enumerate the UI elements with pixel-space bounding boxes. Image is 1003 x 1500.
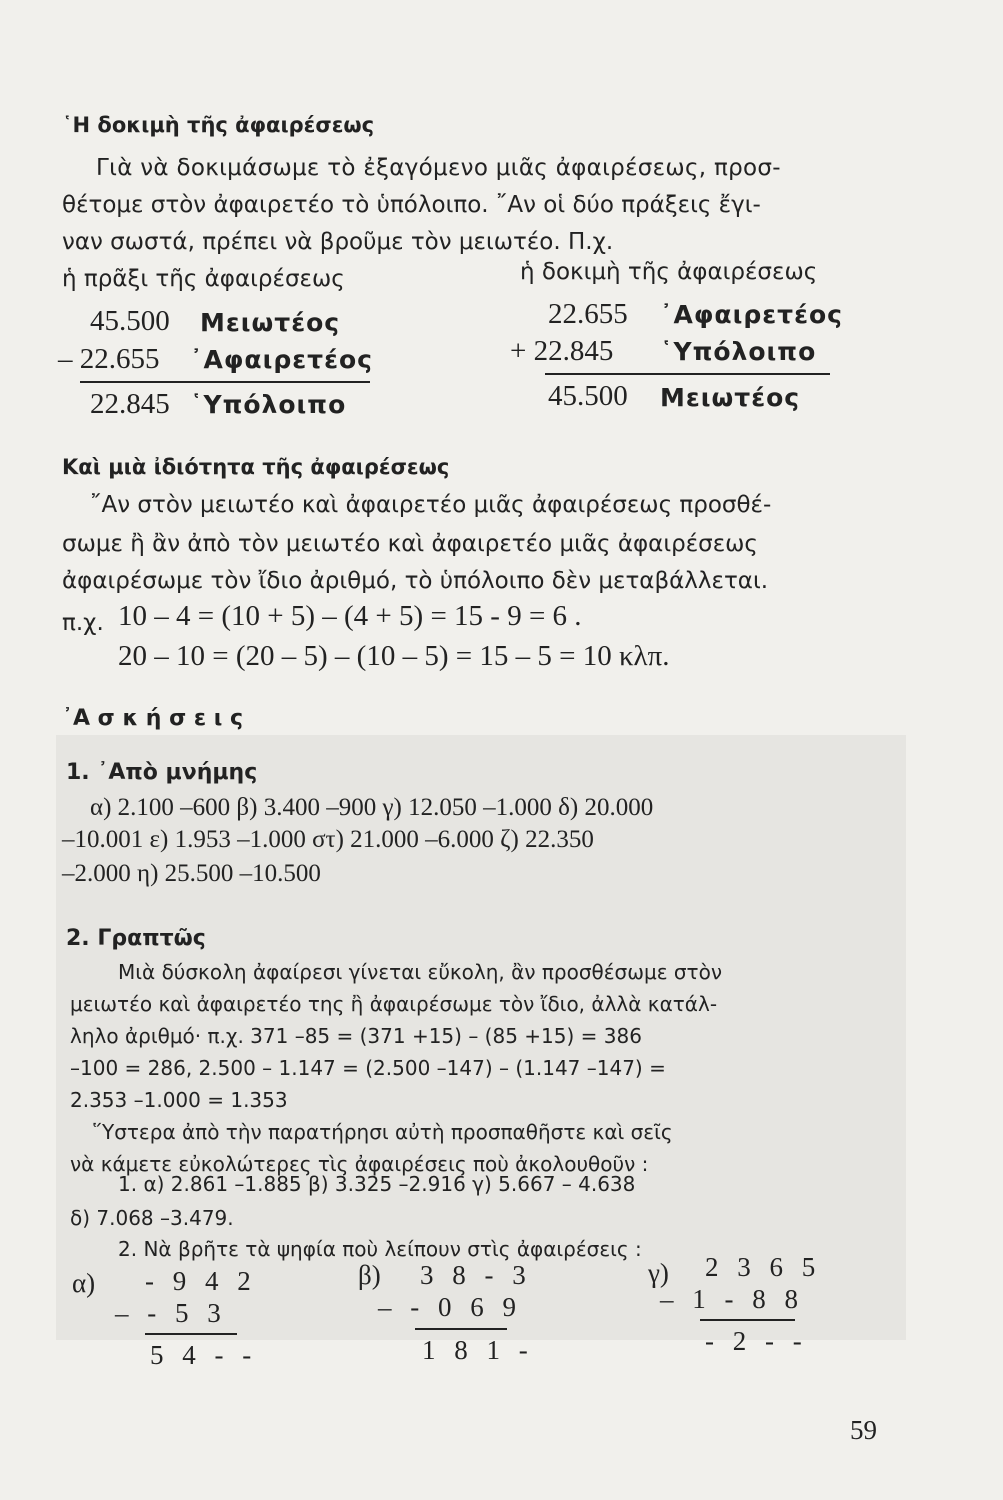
left-subtrahend-number: – 22.655 (58, 343, 160, 375)
written-exercise-line: –100 = 286, 2.500 – 1.147 = (2.500 –147) – (1.147 –147) = (70, 1056, 666, 1080)
left-minuend-number: 45.500 (90, 305, 170, 337)
right-subtrahend-label: ᾿Αφαιρετέος (660, 300, 843, 329)
paragraph-line: ῎Αν στὸν μειωτέο καὶ ἀφαιρετέο μιᾶς ἀφαιρέσεως προσθέ- (90, 492, 772, 518)
puzzle-b-label: β) (358, 1260, 381, 1290)
paragraph-line: σωμε ἢ ἂν ἀπὸ τὸν μειωτέο καὶ ἀφαιρετέο μιᾶς ἀφαιρέσεως (62, 531, 758, 557)
example-equation-2: 20 – 10 = (20 – 5) – (10 – 5) = 15 – 5 = 10 κλπ. (118, 640, 670, 672)
paragraph-line: Γιὰ νὰ δοκιμάσωμε τὸ ἐξαγόμενο μιᾶς ἀφαιρέσεως, προσ- (96, 155, 781, 181)
right-minuend-label: Μειωτέος (660, 383, 801, 412)
right-remainder-number: + 22.845 (510, 335, 614, 367)
written-exercise-line: Μιὰ δύσκολη ἀφαίρεσι γίνεται εὔκολη, ἂν προσθέσωμε στὸν (118, 960, 722, 984)
written-exercise-line: μειωτέο καὶ ἀφαιρετέο της ἢ ἀφαιρέσωμε τὸν ἴδιο, ἀλλὰ κατάλ- (70, 992, 718, 1016)
puzzle-a-subtrahend: – - 5 3 (115, 1298, 227, 1328)
written-exercise-line: ῞Υστερα ἀπὸ τὴν παρατήρησι αὐτὴ προσπαθῆστε καὶ σεῖς (92, 1120, 673, 1144)
puzzle-a-rule (145, 1333, 237, 1335)
left-heading: ἡ πρᾶξι τῆς ἀφαιρέσεως (62, 266, 345, 292)
paragraph-line: ναν σωστά, πρέπει νὰ βροῦμε τὸν μειωτέο. Π.χ. (62, 229, 614, 255)
puzzle-b-minuend: 3 8 - 3 (420, 1260, 532, 1290)
puzzle-c-subtrahend: – 1 - 8 8 (660, 1284, 804, 1314)
written-exercise-line: νὰ κάμετε εὐκολώτερες τὶς ἀφαιρέσεις ποὺ ἀκολουθοῦν : (70, 1152, 649, 1176)
right-remainder-label: ῾Υπόλοιπο (660, 337, 817, 366)
puzzle-c-result: - 2 - - (705, 1326, 808, 1356)
written-exercise-line: ληλο ἀριθμό· π.χ. 371 –85 = (371 +15) – (85 +15) = 386 (70, 1024, 642, 1048)
written-exercise-line: 2. Νὰ βρῆτε τὰ ψηφία ποὺ λείπουν στὶς ἀφαιρέσεις : (118, 1237, 642, 1261)
paragraph-line: θέτομε στὸν ἀφαιρετέο τὸ ὑπόλοιπο. ῎Αν οἱ δύο πράξεις ἔγι- (62, 192, 761, 218)
paragraph-line: ἀφαιρέσωμε τὸν ἴδιο ἀριθμό, τὸ ὑπόλοιπο δὲν μεταβάλλεται. (62, 568, 769, 594)
puzzle-a-minuend: - 9 4 2 (145, 1266, 257, 1296)
right-minuend-number: 45.500 (548, 380, 628, 412)
written-exercise-title: 2. Γραπτῶς (66, 926, 206, 951)
page-number: 59 (850, 1415, 877, 1445)
right-sum-rule (545, 373, 830, 375)
puzzle-a-label: α) (72, 1268, 96, 1298)
left-remainder-label: ῾Υπόλοιπο (190, 390, 347, 419)
puzzle-c-minuend: 2 3 6 5 (705, 1252, 822, 1282)
puzzle-a-result: 5 4 - - (150, 1340, 258, 1370)
puzzle-c-rule (700, 1319, 795, 1321)
section-title-property: Καὶ μιὰ ἰδιότητα τῆς ἀφαιρέσεως (62, 455, 450, 479)
example-prefix: π.χ. (62, 610, 104, 636)
written-exercise-line: 1. α) 2.861 –1.885 β) 3.325 –2.916 γ) 5.667 – 4.638 (118, 1172, 636, 1196)
left-subtrahend-label: ᾿Αφαιρετέος (190, 345, 373, 374)
section-title-check: ῾Η δοκιμὴ τῆς ἀφαιρέσεως (62, 113, 375, 137)
puzzle-b-subtrahend: – - 0 6 9 (378, 1292, 522, 1322)
left-remainder-number: 22.845 (90, 388, 170, 420)
mental-exercise-line: –10.001 ε) 1.953 –1.000 στ) 21.000 –6.000 ζ) 22.350 (62, 826, 594, 853)
example-equation-1: 10 – 4 = (10 + 5) – (4 + 5) = 15 - 9 = 6 . (118, 600, 582, 632)
left-minuend-label: Μειωτέος (200, 308, 341, 337)
left-sum-rule (80, 381, 370, 383)
right-subtrahend-number: 22.655 (548, 298, 628, 330)
written-exercise-line: 2.353 –1.000 = 1.353 (70, 1088, 288, 1112)
exercises-title: ᾿Α σ κ ή σ ε ι ς (62, 706, 244, 731)
puzzle-b-result: 1 8 1 - (422, 1335, 534, 1365)
right-heading: ἡ δοκιμὴ τῆς ἀφαιρέσεως (520, 259, 818, 285)
puzzle-c-label: γ) (648, 1258, 669, 1288)
written-exercise-line: δ) 7.068 –3.479. (70, 1206, 234, 1230)
mental-exercise-title: 1. ᾿Απὸ μνήμης (66, 760, 258, 785)
puzzle-b-rule (415, 1328, 507, 1330)
mental-exercise-line: α) 2.100 –600 β) 3.400 –900 γ) 12.050 –1.000 δ) 20.000 (90, 794, 654, 821)
mental-exercise-line: –2.000 η) 25.500 –10.500 (62, 860, 321, 887)
